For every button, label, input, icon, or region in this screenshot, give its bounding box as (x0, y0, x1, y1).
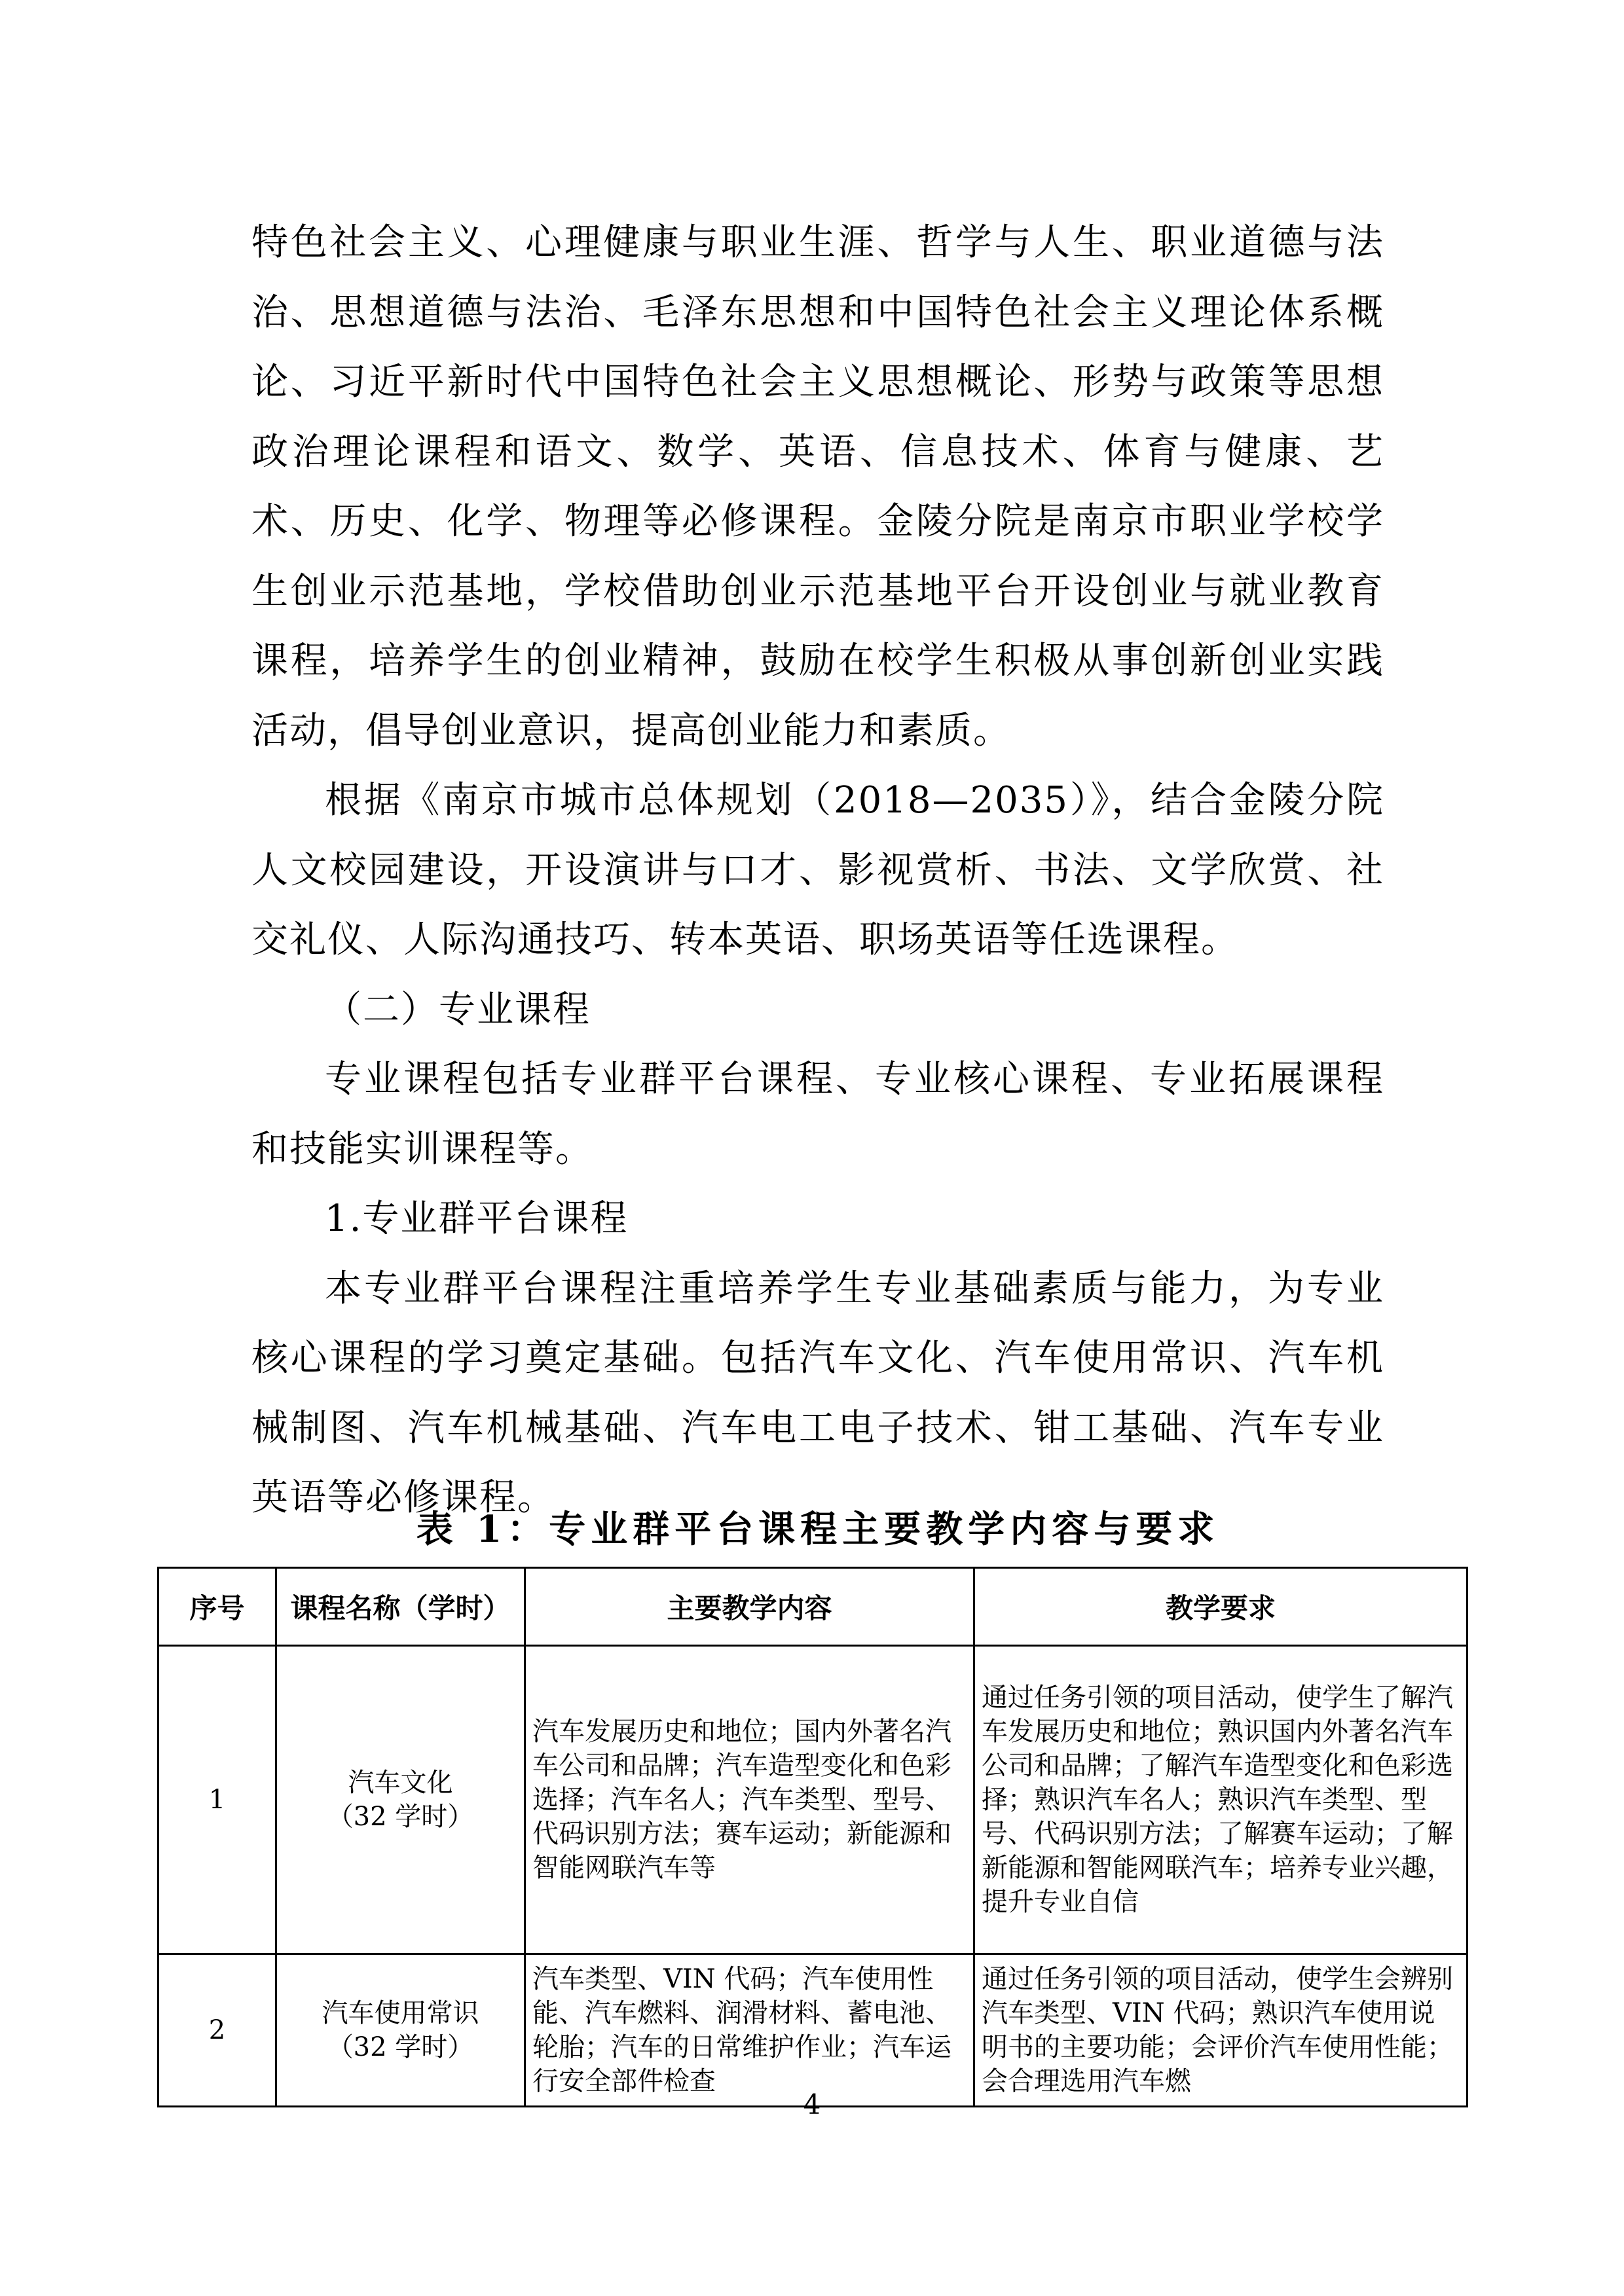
paragraph-professional-intro: 专业课程包括专业群平台课程、专业核心课程、专业拓展课程和技能实训课程等。 (251, 1058, 1384, 1171)
section-heading-professional-courses: （二）专业课程 (325, 988, 591, 1031)
course-name: 汽车文化 (348, 1768, 453, 1798)
course-hours: （32 学时） (327, 2032, 474, 2062)
table-header-row (158, 1568, 1467, 1646)
course-hours: （32 学时） (327, 1802, 474, 1832)
table-caption: 表 1：专业群平台课程主要教学内容与要求 (416, 1508, 1220, 1551)
header-no: 序号 (158, 1568, 276, 1646)
subsection-heading-platform-courses: 1.专业群平台课程 (325, 1197, 629, 1240)
cell-content: 汽车发展历史和地位；国内外著名汽车公司和品牌；汽车造型变化和色彩选择；汽车名人；汽车类型、型号、代码识别方法；赛车运动；新能源和智能网联汽车等 (525, 1646, 974, 1954)
cell-no: 2 (158, 1954, 276, 2107)
cell-requirements: 通过任务引领的项目活动，使学生会辨别汽车类型、VIN 代码；熟识汽车使用说明书的主要功能；会评价汽车使用性能；会合理选用汽车燃 (974, 1954, 1467, 2107)
paragraph-platform-courses: 本专业群平台课程注重培养学生专业基础素质与能力，为专业核心课程的学习奠定基础。包括汽车文化、汽车使用常识、汽车机械制图、汽车机械基础、汽车电工电子技术、钳工基础、汽车专业英语等必修课程。 (251, 1267, 1384, 1519)
cell-no: 1 (158, 1646, 276, 1954)
cell-course-name (276, 1646, 525, 1954)
body-text (251, 208, 1384, 1533)
paragraph-general-courses: 特色社会主义、心理健康与职业生涯、哲学与人生、职业道德与法治、思想道德与法治、毛泽东思想和中国特色社会主义理论体系概论、习近平新时代中国特色社会主义思想概论、形势与政策等思想政治理论课程和语文、数学、英语、信息技术、体育与健康、艺术、历史、化学、物理等必修课程。金陵分院是南京市职业学校学生创业示范基地，学校借助创业示范基地平台开设创业与就业教育课程，培养学生的创业精神，鼓励在校学生积极从事创新创业实践活动，倡导创业意识，提高创业能力和素质。 (251, 221, 1384, 752)
cell-requirements: 通过任务引领的项目活动，使学生了解汽车发展历史和地位；熟识国内外著名汽车公司和品牌；了解汽车造型变化和色彩选择；熟识汽车名人；熟识汽车类型、型号、代码识别方法；了解赛车运动；了解新能源和智能网联汽车；培养专业兴趣，提升专业自信 (974, 1646, 1467, 1954)
paragraph-elective-courses: 根据《南京市城市总体规划（2018—2035）》，结合金陵分院人文校园建设，开设演讲与口才、影视赏析、书法、文学欣赏、社交礼仪、人际沟通技巧、转本英语、职场英语等任选课程。 (251, 779, 1384, 961)
cell-content: 汽车类型、VIN 代码；汽车使用性能、汽车燃料、润滑材料、蓄电池、轮胎；汽车的日常维护作业；汽车运行安全部件检查 (525, 1954, 974, 2107)
cell-course-name (276, 1954, 525, 2107)
course-table (157, 1567, 1468, 2107)
course-name: 汽车使用常识 (322, 1998, 479, 2028)
table-row (158, 1954, 1467, 2107)
table-row (158, 1646, 1467, 1954)
header-course-name: 课程名称（学时） (276, 1568, 525, 1646)
page-number: 4 (803, 2088, 821, 2121)
header-requirements: 教学要求 (974, 1568, 1467, 1646)
header-content: 主要教学内容 (525, 1568, 974, 1646)
